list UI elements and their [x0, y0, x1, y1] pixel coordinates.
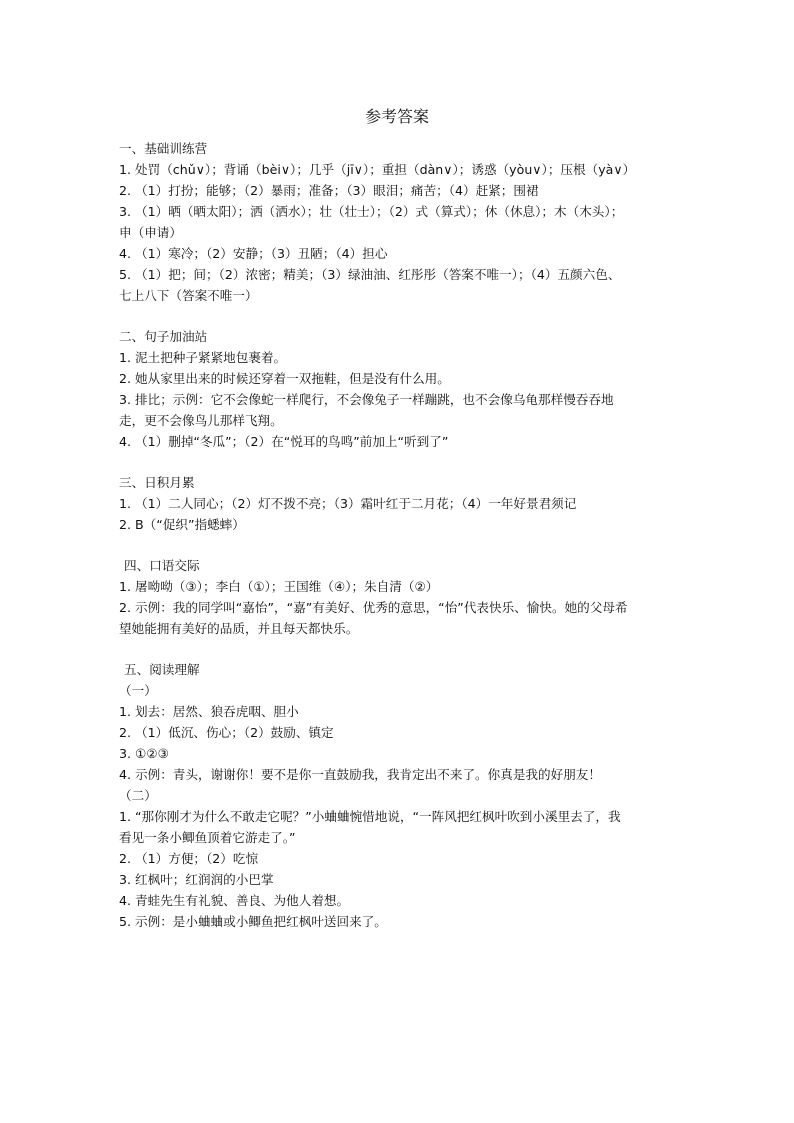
answer-line: 5. 示例：是小蛐蛐或小鲫鱼把红枫叶送回来了。 [119, 914, 387, 929]
answer-line: 3. ①②③ [119, 746, 169, 761]
answer-line: 1. 泥土把种子紧紧地包裹着。 [119, 350, 287, 365]
answer-line: 4. 青蛙先生有礼貌、善良、为他人着想。 [119, 893, 350, 908]
section-heading: 二、句子加油站 [119, 329, 208, 344]
answer-line: 2. 示例：我的同学叫“嘉怡”，“嘉”有美好、优秀的意思，“怡”代表快乐、愉快。她的父母希 [119, 600, 628, 615]
answer-line: 3. 红枫叶；红润润的小巴掌 [119, 872, 274, 887]
answer-line: 2. B（“促织”指蟋蟀） [119, 517, 245, 532]
answer-line: 1. 屠呦呦（③）；李白（①）；王国维（④）；朱自清（②） [119, 579, 439, 594]
answer-line: 4. （1）寒冷；（2）安静；（3）丑陋；（4）担心 [119, 246, 388, 261]
answer-line: 2. 她从家里出来的时候还穿着一双拖鞋，但是没有什么用。 [119, 371, 450, 386]
answer-line: 申（申请） [119, 225, 182, 240]
answer-line: 3. （1）晒（晒太阳）；洒（洒水）；壮（壮士）；（2）式（算式）；休（休息）；木（木头）； [119, 204, 624, 219]
section-heading: 三、日积月累 [119, 475, 195, 490]
answer-line: 2. （1）打扮；能够；（2）暴雨；准备；（3）眼泪；痛苦；（4）赶紧；围裙 [119, 183, 539, 198]
answer-line: 1. 处罚（chǔ∨）；背诵（bèi∨）；几乎（jī∨）；重担（dàn∨）；诱惑（yòu∨）；压根（yà∨） [119, 162, 636, 177]
answer-line: 3. 排比；示例：它不会像蛇一样爬行，不会像兔子一样蹦跳，也不会像乌龟那样慢吞吞地 [119, 392, 614, 407]
section-heading: 五、阅读理解 [124, 662, 200, 677]
answer-line: 七上八下（答案不唯一） [119, 288, 258, 303]
section-heading: 一、基础训练营 [119, 141, 208, 156]
answer-line: 2. （1）低沉、伤心；（2）鼓励、镇定 [119, 725, 334, 740]
answer-line: 1. 划去：居然、狼吞虎咽、胆小 [119, 704, 299, 719]
answer-line: 1. （1）二人同心；（2）灯不拨不亮；（3）霜叶红于二月花；（4）一年好景君须记 [119, 496, 577, 511]
answer-line: 4. （1）删掉“冬瓜”；（2）在“悦耳的鸟鸣”前加上“听到了” [119, 434, 449, 449]
answer-line: 看见一条小鲫鱼顶着它游走了。” [119, 830, 296, 845]
page-title: 参考答案 [364, 107, 429, 126]
answer-line: 5. （1）把；间；（2）浓密；精美；（3）绿油油、红彤彤（答案不唯一）；（4）五颜六色、 [119, 267, 621, 282]
answer-line: 走，更不会像鸟儿那样飞翔。 [119, 413, 283, 428]
sub-heading: （一） [119, 683, 157, 698]
answer-line: 1. “那你刚才为什么不敢走它呢？”小蛐蛐惋惜地说，“一阵风把红枫叶吹到小溪里去了，我 [119, 809, 621, 824]
answer-line: 望她能拥有美好的品质，并且每天都快乐。 [119, 621, 359, 636]
sub-heading: （二） [119, 788, 157, 803]
answer-line: 2. （1）方便；（2）吃惊 [119, 851, 259, 866]
section-heading: 四、口语交际 [124, 558, 200, 573]
answer-line: 4. 示例：青头，谢谢你！要不是你一直鼓励我，我肯定出不来了。你真是我的好朋友！ [119, 767, 601, 782]
